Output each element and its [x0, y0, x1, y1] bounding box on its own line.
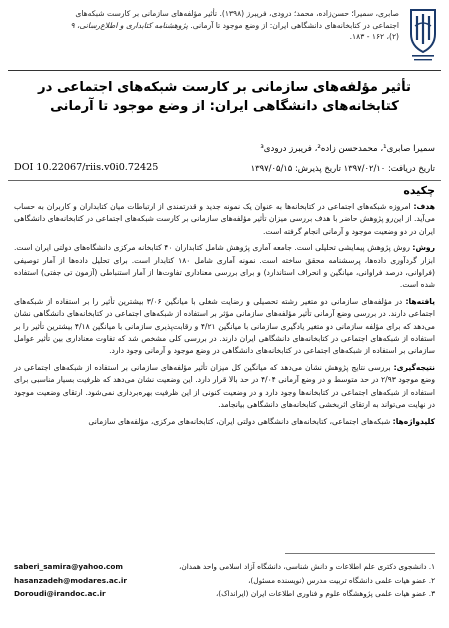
goal-text: امروزه شبکه‌های اجتماعی در کتابخانه‌ها به عنوان یک نمونه جدید و قدرتمندی از ارتباطات میان کتابداران و کاربران به حساب می‌آید. از این‌رو پژوهش حاضر با هدف بررسی میزان تأثیر مؤلفه‌های سازمانی بر کارست شبکه‌های اجتماعی در کتابخانه‌های دانشگاهی ایران در دو وضعیت موجود و آرمانی انجام گرفته است. [14, 202, 435, 236]
keywords-label: کلیدواژه‌ها: [392, 416, 435, 426]
footnote-text: ۲. عضو هیات علمی دانشگاه تربیت مدرس (نویسنده مسئول)، [248, 575, 435, 585]
abstract-keywords [14, 416, 435, 428]
footnote-text: ۳. عضو هیات علمی پژوهشگاه علوم و فناوری اطلاعات ایران (ایرانداک)، [215, 589, 435, 599]
footnote-email[interactable]: saberi_samira@yahoo.com [14, 562, 123, 571]
abstract-body [14, 201, 435, 432]
doi-link[interactable]: DOI 10.22067/riis.v0i0.72425 [14, 162, 159, 173]
keywords-text: شبکه‌های اجتماعی، کتابخانه‌های دانشگاهی دولتی ایران، کتابخانه‌های مرکزی، مؤلفه‌های سازمانی [88, 416, 391, 426]
conclusion-text: بررسی نتایج پژوهش نشان می‌دهد که میانگین کل میزان تأثیر مؤلفه‌های سازمانی بر استفاده از شبکه‌های اجتماعی در وضع موجود ۲/۹۳ در حد متوسط و در وضع آرمانی ۴/۰۴ در حد بالا قرار دارد. این وضعیت نشان می‌دهد که ظرفیت بسیار مناسبی برای استفاده از شبکه‌های اجتماعی در کتابخانه‌ها وجود دارد و در وضعیت کنونی از این ظرفیت بهره‌برداری نمی‌شود. ارتقای وضعیت موجود در نهایت می‌تواند به ارتقای اثربخشی کتابخانه‌های دانشگاهی بیانجامد. [14, 362, 435, 410]
footnotes [14, 560, 435, 601]
findings-text: در مؤلفه‌های سازمانی دو متغیر رشته تحصیلی و رضایت شغلی با میانگین ۳/۰۶ بیشترین تأثیر را بر استفاده از شبکه‌های اجتماعی دارند. در بررسی وضع آرمانی تأثیر مؤلفه‌های سازمانی مؤثر بر استفاده از شبکه‌های اجتماعی در کتابخانه‌های دانشگاهی نشان می‌دهد که برای مؤلفه سازمانی دو متغیر یادگیری سازمانی با میانگین ۴/۲۱ و رقابت‌پذیری سازمانی با میانگین ۴/۱۸ بیشترین تأثیر را بر استفاده از شبکه‌های اجتماعی در کتابخانه‌های دانشگاهی ایران دارند. در بررسی کلی مشخص شد که تفاوت معناداری بین تأثیر عوامل سازمانی بر استفاده از شبکه‌های اجتماعی در کتابخانه‌های دانشگاهی در وضع موجود و آرمانی وجود دارد. [14, 296, 435, 356]
author-list: سمیرا صابری¹، محمدحسن زاده²، فریبرز درودی³ [260, 144, 435, 154]
method-text: روش پژوهش پیمایشی تحلیلی است. جامعه آماری پژوهش شامل کتابداران ۴۰ کتابخانه مرکزی دانشگاه‌های دولتی ایران است. ابزار گردآوری داده‌ها، پرسشنامه محقق ساخته است. نمونه آماری شامل ۱۸۰ کتابدار است. برای تحلیل داده‌ها از آمار توصیفی (فراوانی، درصد فراوانی، میانگین و انحراف استاندارد) و برای بررسی معناداری تفاوت‌ها از آمار استنباطی (آزمون تی جفتی) استفاده شده است. [14, 243, 435, 290]
citation-line-2-text: اجتماعی در کتابخانه‌های دانشگاهی ایران: از وضع موجود تا آرمانی. [190, 20, 399, 30]
citation-line-2 [13, 20, 399, 32]
footnote-2 [14, 574, 435, 588]
footnote-email[interactable]: Doroudi@irandoc.ac.ir [14, 589, 106, 599]
method-label: روش: [412, 243, 436, 253]
abstract-divider [8, 180, 441, 181]
footnote-divider [285, 553, 435, 554]
conclusion-label: نتیجه‌گیری: [393, 362, 435, 372]
footnote-email[interactable]: hasanzadeh@modares.ac.ir [14, 575, 127, 585]
footnote-1 [14, 560, 435, 574]
abstract-heading: چکیده [403, 184, 435, 197]
header-divider [8, 70, 441, 71]
abstract-method [14, 242, 435, 292]
submission-dates: تاریخ دریافت: ۱۳۹۷/۰۲/۱۰ تاریخ پذیرش: ۱۳۹۷/۰۵/۱۵ [250, 163, 435, 173]
abstract-findings [14, 296, 435, 358]
footnote-text: ۱. دانشجوی دکتری علم اطلاعات و دانش شناسی، دانشگاه آزاد اسلامی واحد همدان، [179, 562, 435, 571]
university-logo [405, 6, 441, 64]
citation-block [13, 8, 399, 43]
abstract-conclusion [14, 362, 435, 412]
goal-label: هدف: [413, 202, 435, 211]
citation-line-1: صابری، سمیرا؛ حسن‌زاده، محمد؛ درودی، فریبرز (۱۳۹۸). تأثیر مؤلفه‌های سازمانی بر کارست شبکه‌های [75, 9, 399, 18]
abstract-goal [14, 201, 435, 238]
citation-line-3: (۲)، ۱۶۲ - ۱۸۳. [349, 32, 399, 42]
article-title: تأثیر مؤلفه‌های سازمانی بر کارست شبکه‌های اجتماعی در کتابخانه‌های دانشگاهی ایران: از وضع موجود تا آرمانی [38, 80, 411, 114]
findings-label: یافته‌ها: [405, 296, 436, 306]
journal-name: پژوهشنامه کتابداری و اطلاع‌رسانی، ۹ [70, 20, 188, 30]
footnote-3 [14, 587, 435, 601]
